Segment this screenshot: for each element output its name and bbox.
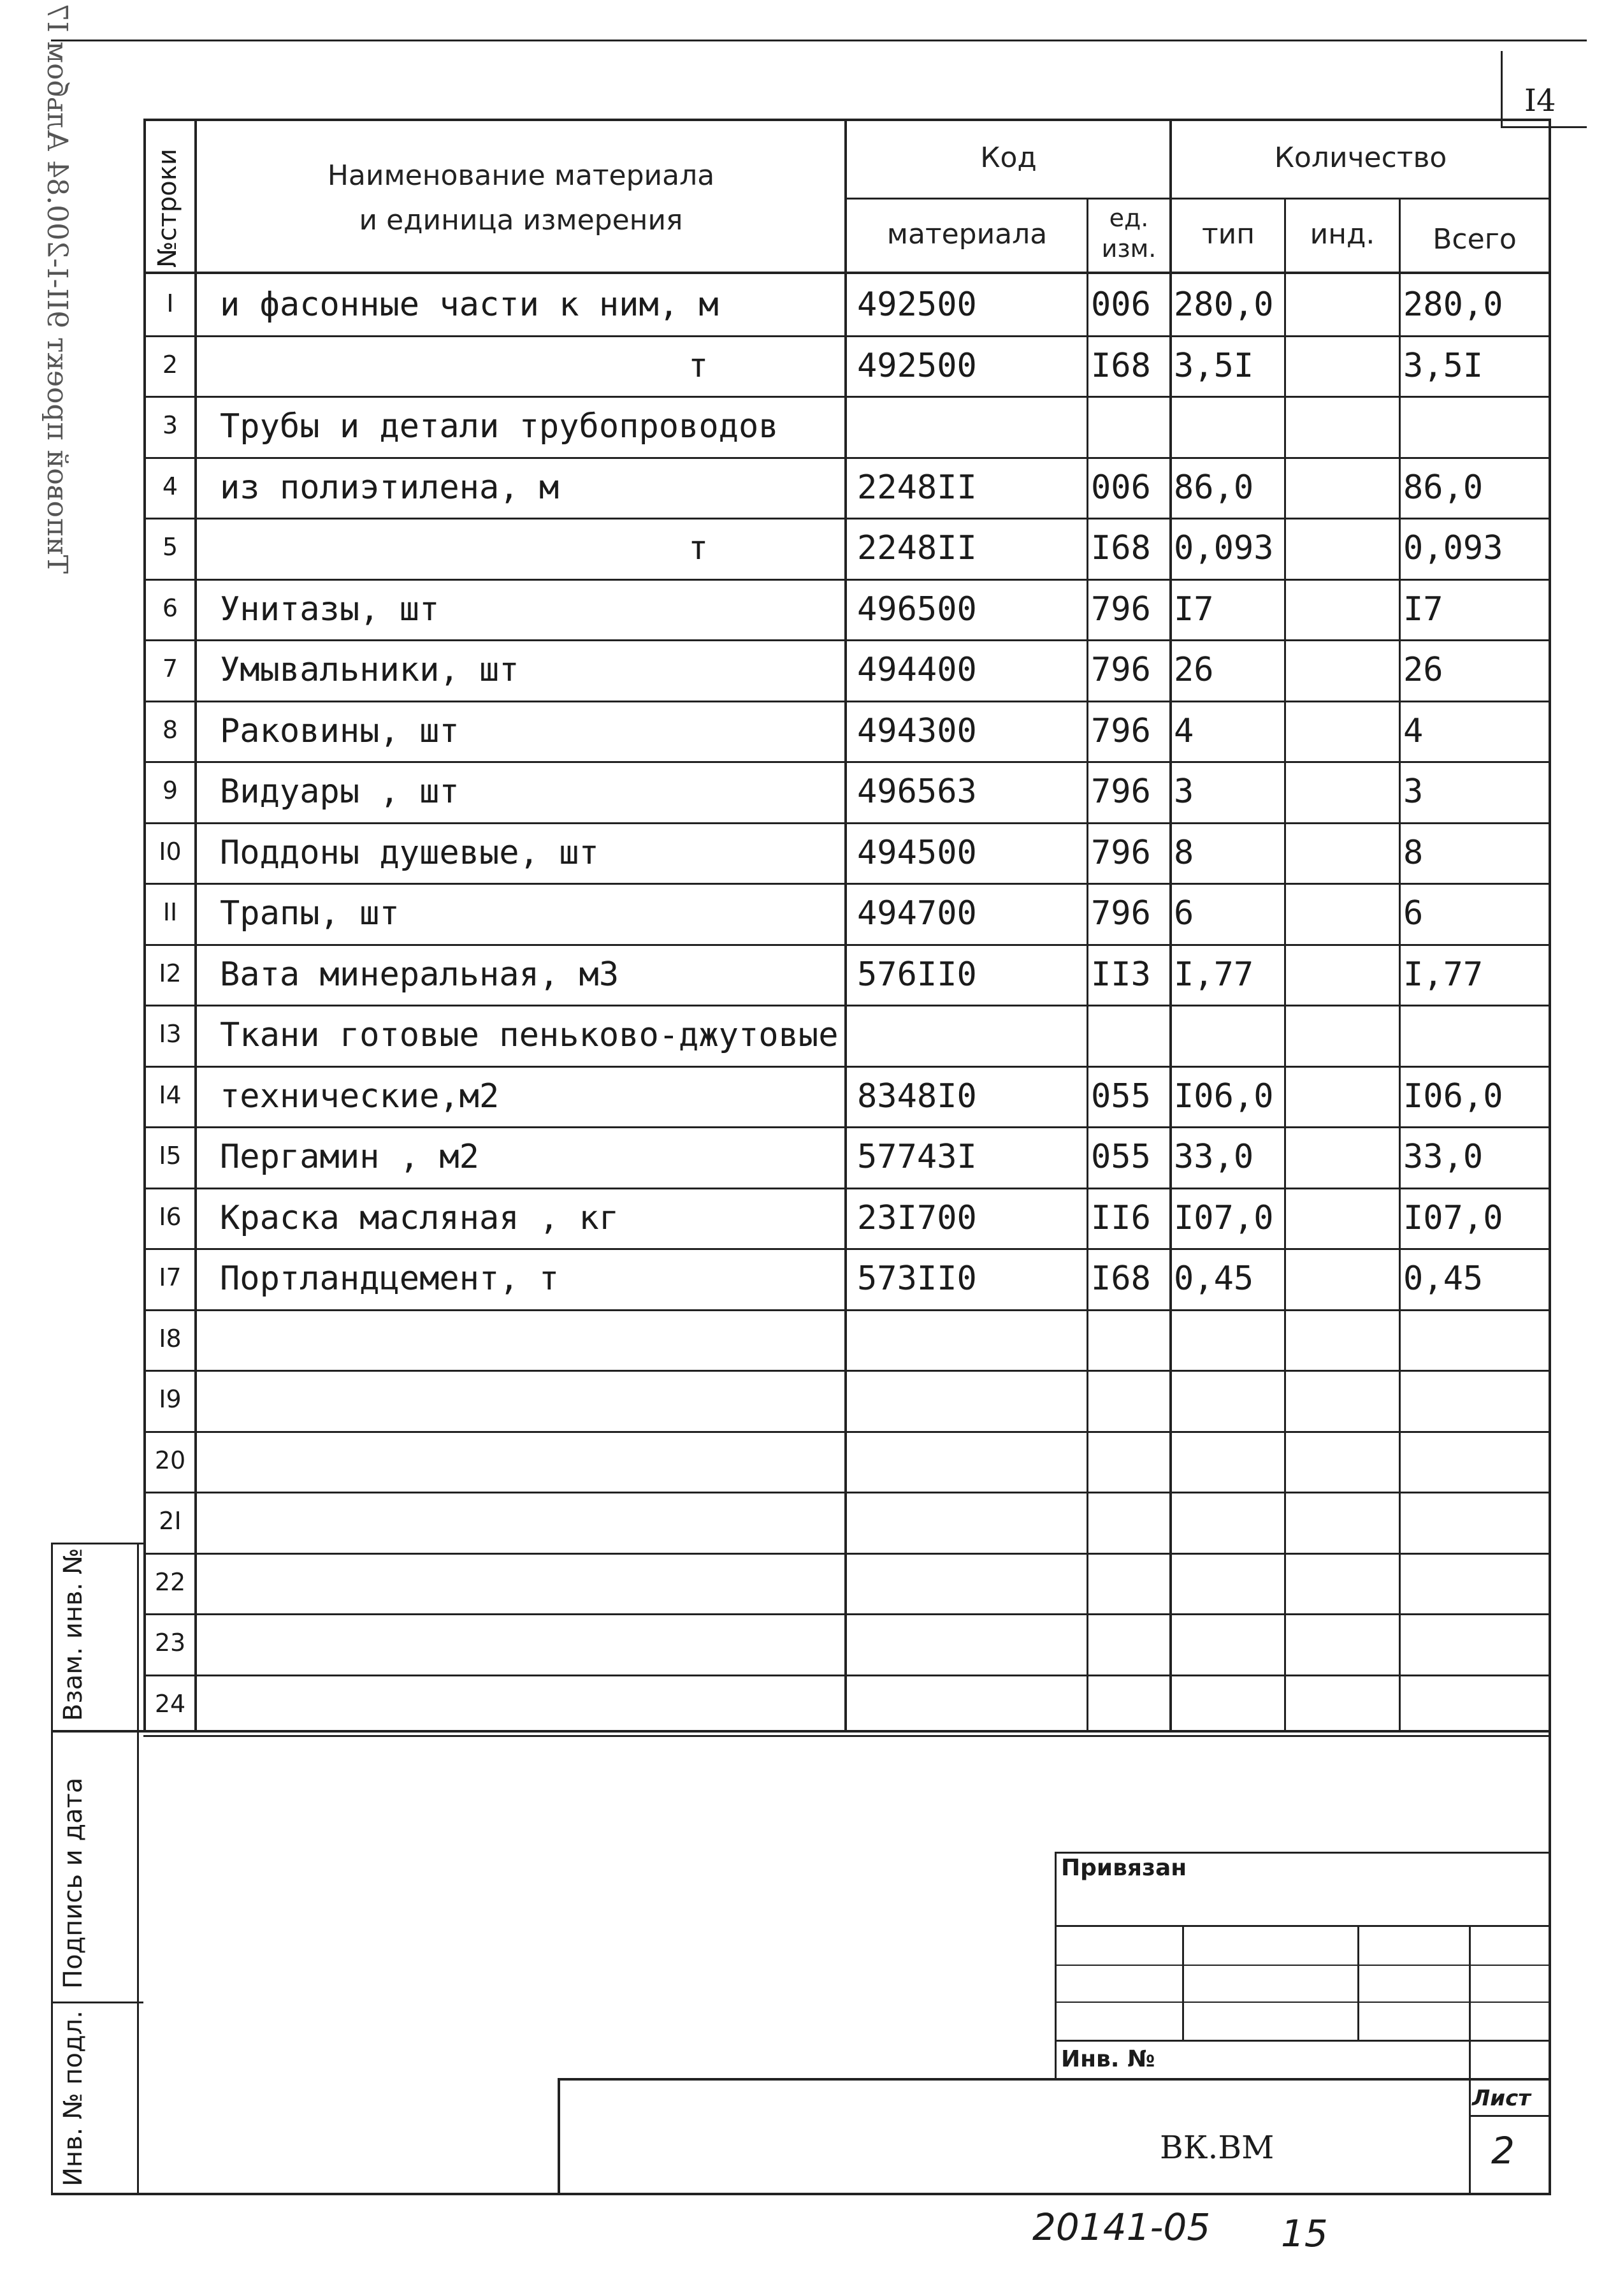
cell-name: Трубы и детали трубопроводов: [220, 407, 779, 446]
header-unit-line1: ед.: [1109, 204, 1149, 232]
cell-total: 8: [1403, 833, 1424, 872]
row-divider: [143, 1431, 1549, 1433]
header-code-material: материала: [886, 218, 1048, 251]
cell-unit: 796: [1091, 894, 1151, 933]
cell-type: 33,0: [1174, 1138, 1254, 1176]
row-number: I2: [159, 959, 182, 987]
row-number: I3: [159, 1020, 182, 1048]
sheet-number-underline: [1501, 126, 1587, 128]
row-number: 24: [154, 1689, 186, 1718]
cell-code: 57743I: [857, 1138, 977, 1176]
cell-type: I7: [1174, 590, 1214, 628]
cell-code: 2248II: [857, 468, 977, 507]
cell-name: т: [688, 346, 709, 385]
cell-code: 494700: [857, 894, 977, 933]
col-line-type: [1284, 198, 1286, 1730]
cell-name: Портландцемент, т: [220, 1260, 560, 1298]
cell-type: I06,0: [1174, 1077, 1274, 1115]
row-number: I5: [159, 1142, 182, 1170]
cell-name: из полиэтилена, м: [220, 468, 560, 507]
cell-name: Ткани готовые пеньково-джутовые: [220, 1016, 839, 1054]
row-number: I7: [159, 1263, 182, 1291]
cell-unit: II3: [1091, 955, 1151, 994]
cell-code: 494500: [857, 833, 977, 872]
header-code-group: Код: [980, 142, 1037, 174]
row-divider: [143, 396, 1549, 398]
row-number: I8: [159, 1324, 182, 1353]
row-number: 2: [162, 350, 178, 379]
cell-unit: 796: [1091, 651, 1151, 689]
strip-top: [51, 1543, 143, 1544]
col-line-unit: [1169, 119, 1172, 1730]
row-number: 8: [162, 715, 178, 744]
cell-type: 86,0: [1174, 468, 1254, 507]
row-divider: [143, 1675, 1549, 1676]
cell-code: 494300: [857, 711, 977, 750]
cell-unit: 796: [1091, 590, 1151, 628]
cell-type: 3: [1174, 773, 1194, 811]
row-number: 23: [154, 1629, 186, 1657]
cell-code: 492500: [857, 286, 977, 324]
cell-type: 280,0: [1174, 286, 1274, 324]
order-number: 20141-05: [1032, 2205, 1211, 2249]
cell-name: Унитазы, шт: [220, 590, 440, 628]
privyazan-label: Привязан: [1061, 1855, 1187, 1881]
cell-name: Трапы, шт: [220, 894, 400, 933]
row-divider: [143, 1553, 1549, 1555]
col-line-ind: [1399, 198, 1401, 1730]
list-value: 2: [1491, 2129, 1515, 2172]
row-divider: [143, 457, 1549, 459]
cell-type: 0,45: [1174, 1260, 1254, 1298]
row-number: I6: [159, 1202, 182, 1231]
row-number: 20: [154, 1446, 186, 1474]
tb-line-4: [1055, 2002, 1549, 2003]
row-number: 9: [162, 776, 178, 804]
header-mid-line: [844, 198, 1549, 200]
cell-name: т: [688, 529, 709, 567]
label-vzam-inv: Взам. инв. №: [59, 1548, 88, 1721]
cell-total: 6: [1403, 894, 1424, 933]
col-line-right: [1549, 119, 1551, 2194]
col-line-name: [844, 119, 847, 1730]
cell-code: 2248II: [857, 529, 977, 567]
row-divider: [143, 883, 1549, 885]
header-qty-group: Количество: [1274, 142, 1447, 174]
label-inv-podl: Инв. № подл.: [59, 2010, 88, 2186]
row-number: II: [163, 898, 178, 926]
row-divider: [143, 639, 1549, 641]
row-number: 3: [162, 411, 178, 439]
cell-total: 0,45: [1403, 1260, 1484, 1298]
row-divider: [143, 761, 1549, 763]
header-row-number: №строки: [153, 149, 182, 268]
row-divider: [143, 1492, 1549, 1493]
row-number: 5: [162, 533, 178, 561]
cell-unit: II6: [1091, 1198, 1151, 1237]
tb-line-6: [558, 2078, 1549, 2081]
cell-unit: 796: [1091, 711, 1151, 750]
cell-type: 26: [1174, 651, 1214, 689]
cell-name: Умывальники, шт: [220, 651, 519, 689]
cell-unit: 006: [1091, 286, 1151, 324]
row-divider: [143, 1188, 1549, 1189]
header-name-line1: Наименование материала: [327, 159, 715, 192]
cell-unit: 796: [1091, 833, 1151, 872]
doc-code: ВК.ВМ: [1160, 2129, 1275, 2166]
cell-name: Краска масляная , кг: [220, 1198, 619, 1237]
row-divider: [143, 944, 1549, 946]
tb-list-line: [1469, 2115, 1549, 2117]
row-number: 7: [162, 655, 178, 683]
cell-type: 0,093: [1174, 529, 1274, 567]
tb-doc-left: [558, 2078, 560, 2194]
cell-total: 33,0: [1403, 1138, 1484, 1176]
cell-unit: 796: [1091, 773, 1151, 811]
header-name-line2: и единица измерения: [359, 204, 683, 236]
row-divider: [143, 518, 1549, 520]
list-label: Лист: [1472, 2086, 1531, 2111]
tb-line-3: [1055, 1965, 1549, 1966]
row-divider: [143, 1613, 1549, 1615]
col-line-code: [1087, 198, 1088, 1730]
label-podpis-data: Подпись и дата: [59, 1777, 88, 1989]
cell-code: 496500: [857, 590, 977, 628]
row-divider: [143, 1066, 1549, 1068]
row-number: I0: [159, 837, 182, 866]
cell-name: и фасонные части к ним, м: [220, 286, 719, 324]
cell-code: 573II0: [857, 1260, 977, 1298]
cell-name: Вата минеральная, м3: [220, 955, 619, 994]
header-unit-line2: изм.: [1101, 235, 1157, 263]
cell-total: 0,093: [1403, 529, 1503, 567]
page-number: 15: [1281, 2212, 1328, 2255]
cell-name: технические,м2: [220, 1077, 500, 1115]
tb-line-1: [1055, 1852, 1549, 1854]
row-divider: [143, 1126, 1549, 1128]
row-divider: [143, 335, 1549, 337]
header-qty-ind: инд.: [1310, 218, 1375, 251]
row-number: 2I: [159, 1507, 182, 1535]
cell-type: 4: [1174, 711, 1194, 750]
top-border: [51, 40, 1587, 41]
strip-div-1: [51, 1730, 1549, 1733]
row-divider: [143, 1370, 1549, 1372]
tb-line-2: [1055, 1925, 1549, 1927]
cell-total: I07,0: [1403, 1198, 1503, 1237]
row-number: 4: [162, 472, 178, 500]
tb-col-2: [1357, 1925, 1359, 2040]
cell-unit: I68: [1091, 346, 1151, 385]
cell-type: 3,5I: [1174, 346, 1254, 385]
cell-name: Видуары , шт: [220, 773, 459, 811]
row-number: 6: [162, 593, 178, 622]
sheet-number: I4: [1524, 83, 1556, 119]
row-divider: [143, 701, 1549, 702]
row-number: I9: [159, 1385, 182, 1413]
header-qty-total: Всего: [1433, 223, 1517, 256]
margin-project-label: Типовой проект 9II-I-200.84 Альбом I7: [41, 3, 73, 574]
row-number: 22: [154, 1567, 186, 1596]
cell-name: Пергамин , м2: [220, 1138, 479, 1176]
header-qty-type: тип: [1202, 218, 1255, 251]
cell-code: 492500: [857, 346, 977, 385]
tb-col-1: [1182, 1925, 1184, 2040]
inv-no-label: Инв. №: [1061, 2046, 1155, 2072]
cell-code: 496563: [857, 773, 977, 811]
cell-total: I7: [1403, 590, 1443, 628]
cell-name: Раковины, шт: [220, 711, 459, 750]
cell-type: I,77: [1174, 955, 1254, 994]
cell-unit: 055: [1091, 1077, 1151, 1115]
row-divider: [143, 1309, 1549, 1311]
cell-total: 4: [1403, 711, 1424, 750]
cell-code: 576II0: [857, 955, 977, 994]
strip-bottom: [51, 2193, 1551, 2195]
cell-unit: 055: [1091, 1138, 1151, 1176]
row-number: I: [166, 289, 174, 317]
cell-code: 8348I0: [857, 1077, 977, 1115]
row-divider: [143, 1735, 1549, 1737]
row-number: I4: [159, 1080, 182, 1109]
row-divider: [143, 822, 1549, 824]
strip-div-2: [51, 2002, 143, 2003]
cell-code: 23I700: [857, 1198, 977, 1237]
strip-left-border: [51, 1543, 53, 2194]
tb-line-5: [1055, 2040, 1549, 2042]
cell-type: 8: [1174, 833, 1194, 872]
tb-col-3: [1469, 1925, 1471, 2193]
cell-total: 3: [1403, 773, 1424, 811]
cell-name: Поддоны душевые, шт: [220, 833, 599, 872]
row-divider: [143, 1248, 1549, 1250]
strip-right-border: [137, 1543, 139, 2194]
cell-total: 86,0: [1403, 468, 1484, 507]
cell-total: I06,0: [1403, 1077, 1503, 1115]
sheet-number-divider: [1501, 51, 1503, 127]
row-divider: [143, 579, 1549, 581]
cell-total: 280,0: [1403, 286, 1503, 324]
cell-total: 26: [1403, 651, 1443, 689]
row-divider: [143, 1005, 1549, 1006]
cell-type: 6: [1174, 894, 1194, 933]
cell-type: I07,0: [1174, 1198, 1274, 1237]
cell-code: 494400: [857, 651, 977, 689]
cell-unit: 006: [1091, 468, 1151, 507]
cell-unit: I68: [1091, 1260, 1151, 1298]
cell-total: 3,5I: [1403, 346, 1484, 385]
cell-total: I,77: [1403, 955, 1484, 994]
cell-unit: I68: [1091, 529, 1151, 567]
